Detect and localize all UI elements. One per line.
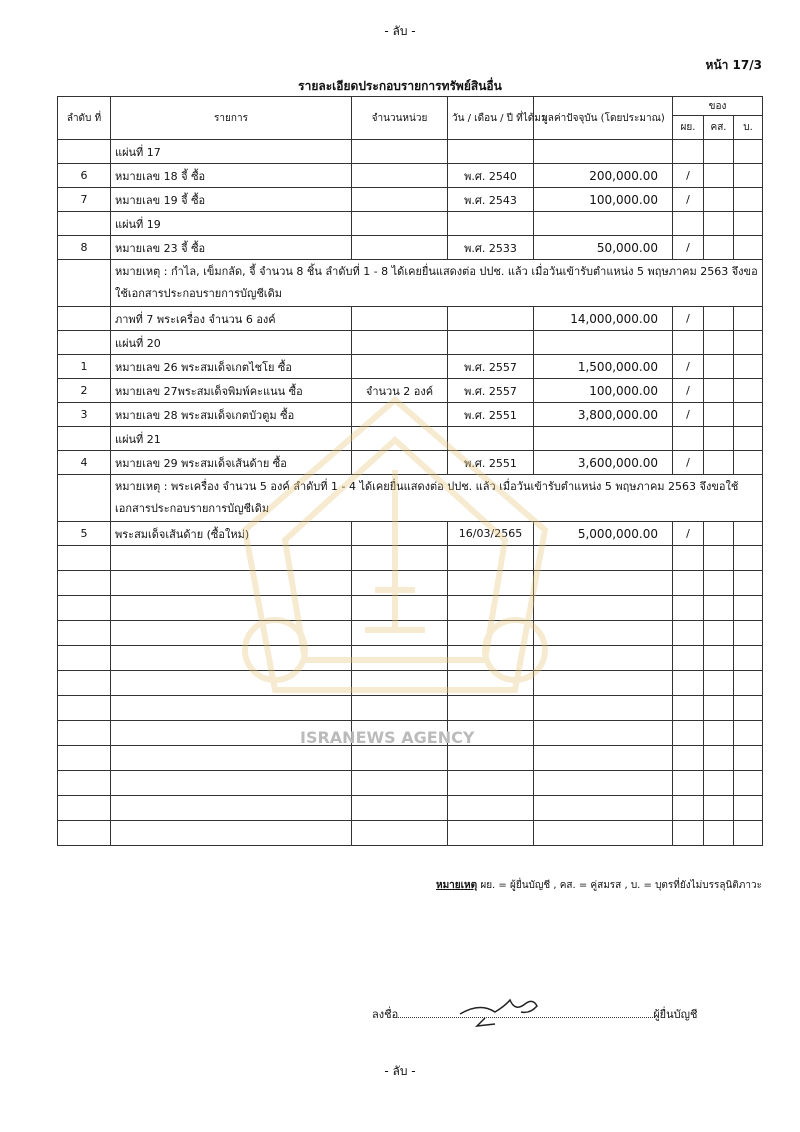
empty-cell <box>448 571 534 596</box>
cell-no <box>58 260 111 307</box>
empty-cell <box>704 796 734 821</box>
table-row <box>58 236 763 260</box>
cell-value <box>534 212 673 236</box>
cell-unit <box>352 212 448 236</box>
empty-cell <box>534 721 673 746</box>
empty-cell <box>352 646 448 671</box>
col-owner-child: บ. <box>734 116 763 140</box>
empty-cell <box>673 646 704 671</box>
empty-cell <box>111 796 352 821</box>
cell-date: พ.ศ. 2543 <box>448 188 534 212</box>
empty-cell <box>58 796 111 821</box>
cell-owner-spouse <box>704 451 734 475</box>
cell-value: 3,600,000.00 <box>534 451 673 475</box>
cell-owner-child <box>734 140 763 164</box>
cell-item: หมายเลข 23 จี้ ซื้อ <box>111 236 352 260</box>
empty-cell <box>111 621 352 646</box>
empty-cell <box>352 621 448 646</box>
cell-unit <box>352 164 448 188</box>
cell-date <box>448 140 534 164</box>
cell-unit <box>352 403 448 427</box>
handwritten-signature <box>455 992 555 1032</box>
empty-cell <box>58 771 111 796</box>
empty-cell <box>352 571 448 596</box>
cell-owner-child <box>734 379 763 403</box>
cell-no: 7 <box>58 188 111 212</box>
cell-owner-child <box>734 236 763 260</box>
empty-cell <box>448 546 534 571</box>
table-row <box>58 427 763 451</box>
document-title: รายละเอียดประกอบรายการทรัพย์สินอื่น <box>298 79 502 93</box>
cell-owner-filer: / <box>673 307 704 331</box>
empty-cell <box>58 571 111 596</box>
cell-unit <box>352 140 448 164</box>
table-row <box>58 355 763 379</box>
empty-cell <box>352 746 448 771</box>
col-owner-filer: ผย. <box>673 116 704 140</box>
empty-cell <box>704 696 734 721</box>
empty-cell <box>704 671 734 696</box>
empty-cell <box>58 546 111 571</box>
empty-cell <box>352 596 448 621</box>
table-row <box>58 140 763 164</box>
col-no: ลำดับ ที่ <box>58 97 111 140</box>
legend-text: ผย. = ผู้ยื่นบัญชี , คส. = คู่สมรส , บ. = บุตรที่ยังไม่บรรลุนิติภาวะ <box>477 880 762 891</box>
cell-unit <box>352 236 448 260</box>
empty-cell <box>673 621 704 646</box>
cell-owner-filer: / <box>673 236 704 260</box>
col-owner-spouse: คส. <box>704 116 734 140</box>
empty-cell <box>704 646 734 671</box>
empty-row <box>58 571 763 596</box>
cell-value: 50,000.00 <box>534 236 673 260</box>
empty-row <box>58 646 763 671</box>
empty-cell <box>58 721 111 746</box>
cell-no: 1 <box>58 355 111 379</box>
empty-row <box>58 621 763 646</box>
cell-owner-child <box>734 451 763 475</box>
table-row <box>58 164 763 188</box>
empty-cell <box>734 821 763 846</box>
table-row <box>58 403 763 427</box>
empty-cell <box>352 796 448 821</box>
cell-owner-child <box>734 331 763 355</box>
cell-item: หมายเลข 29 พระสมเด็จเส้นด้าย ซื้อ <box>111 451 352 475</box>
empty-cell <box>704 746 734 771</box>
cell-date <box>448 427 534 451</box>
cell-owner-filer: / <box>673 164 704 188</box>
empty-cell <box>352 771 448 796</box>
empty-cell <box>111 671 352 696</box>
empty-cell <box>673 671 704 696</box>
cell-unit <box>352 451 448 475</box>
cell-date <box>448 307 534 331</box>
empty-cell <box>734 571 763 596</box>
empty-cell <box>734 771 763 796</box>
cell-item: ภาพที่ 7 พระเครื่อง จำนวน 6 องค์ <box>111 307 352 331</box>
cell-owner-filer: / <box>673 451 704 475</box>
cell-unit <box>352 188 448 212</box>
empty-cell <box>111 746 352 771</box>
cell-date: 16/03/2565 <box>448 522 534 546</box>
cell-value: 1,500,000.00 <box>534 355 673 379</box>
cell-owner-spouse <box>704 188 734 212</box>
table-row <box>58 331 763 355</box>
empty-cell <box>58 746 111 771</box>
cell-owner-spouse <box>704 164 734 188</box>
empty-cell <box>673 546 704 571</box>
cell-owner-filer: / <box>673 355 704 379</box>
col-date: วัน / เดือน / ปี ที่ได้มา <box>448 97 534 140</box>
empty-cell <box>734 671 763 696</box>
cell-unit: จำนวน 2 องค์ <box>352 379 448 403</box>
cell-no <box>58 331 111 355</box>
table-row <box>58 188 763 212</box>
empty-cell <box>734 621 763 646</box>
empty-cell <box>734 546 763 571</box>
empty-cell <box>448 671 534 696</box>
empty-cell <box>448 696 534 721</box>
cell-item: แผ่นที่ 21 <box>111 427 352 451</box>
empty-cell <box>58 696 111 721</box>
cell-no <box>58 140 111 164</box>
empty-row <box>58 796 763 821</box>
empty-cell <box>111 821 352 846</box>
cell-date: พ.ศ. 2551 <box>448 403 534 427</box>
empty-cell <box>704 771 734 796</box>
cell-owner-spouse <box>704 331 734 355</box>
cell-no <box>58 212 111 236</box>
cell-owner-child <box>734 427 763 451</box>
cell-unit <box>352 331 448 355</box>
empty-cell <box>352 696 448 721</box>
page-number: หน้า 17/3 <box>705 58 762 72</box>
empty-cell <box>673 771 704 796</box>
empty-row <box>58 596 763 621</box>
empty-cell <box>448 821 534 846</box>
empty-row <box>58 671 763 696</box>
empty-cell <box>534 821 673 846</box>
cell-unit <box>352 355 448 379</box>
cell-item: หมายเลข 19 จี้ ซื้อ <box>111 188 352 212</box>
cell-item: หมายเลข 28 พระสมเด็จเกตบัวตูม ซื้อ <box>111 403 352 427</box>
cell-owner-child <box>734 164 763 188</box>
empty-cell <box>704 571 734 596</box>
cell-item: หมายเลข 26 พระสมเด็จเกตไชโย ซื้อ <box>111 355 352 379</box>
cell-owner-spouse <box>704 522 734 546</box>
empty-cell <box>704 621 734 646</box>
empty-cell <box>111 646 352 671</box>
cell-date: พ.ศ. 2533 <box>448 236 534 260</box>
cell-date: พ.ศ. 2540 <box>448 164 534 188</box>
cell-unit <box>352 427 448 451</box>
cell-owner-filer <box>673 427 704 451</box>
cell-owner-filer <box>673 140 704 164</box>
footer-legend <box>436 878 762 893</box>
empty-cell <box>734 721 763 746</box>
table-row <box>58 379 763 403</box>
cell-owner-spouse <box>704 236 734 260</box>
empty-cell <box>534 671 673 696</box>
cell-item: หมายเลข 18 จี้ ซื้อ <box>111 164 352 188</box>
legend-label: หมายเหตุ <box>435 880 478 891</box>
empty-cell <box>58 821 111 846</box>
empty-cell <box>734 596 763 621</box>
empty-cell <box>58 621 111 646</box>
secret-label-top: - ลับ - <box>384 24 416 38</box>
empty-cell <box>111 771 352 796</box>
empty-cell <box>734 646 763 671</box>
empty-row <box>58 546 763 571</box>
empty-cell <box>534 571 673 596</box>
empty-cell <box>111 546 352 571</box>
cell-owner-filer: / <box>673 188 704 212</box>
cell-value: 14,000,000.00 <box>534 307 673 331</box>
empty-cell <box>448 746 534 771</box>
empty-cell <box>734 696 763 721</box>
cell-owner-filer <box>673 212 704 236</box>
cell-owner-spouse <box>704 379 734 403</box>
watermark-agency: ISRANEWS AGENCY <box>300 728 475 747</box>
empty-cell <box>534 796 673 821</box>
table-row <box>58 522 763 546</box>
empty-cell <box>673 696 704 721</box>
cell-item: หมายเลข 27พระสมเด็จพิมพ์คะแนน ซื้อ <box>111 379 352 403</box>
empty-cell <box>673 721 704 746</box>
cell-value <box>534 331 673 355</box>
cell-date: พ.ศ. 2551 <box>448 451 534 475</box>
empty-cell <box>673 746 704 771</box>
cell-no <box>58 307 111 331</box>
empty-cell <box>673 571 704 596</box>
cell-owner-spouse <box>704 355 734 379</box>
cell-value: 100,000.00 <box>534 188 673 212</box>
sign-label: ลงชื่อ <box>372 1008 399 1021</box>
cell-item: พระสมเด็จเส้นด้าย (ซื้อใหม่) <box>111 522 352 546</box>
empty-cell <box>352 671 448 696</box>
cell-owner-child <box>734 212 763 236</box>
empty-cell <box>534 596 673 621</box>
cell-date <box>448 212 534 236</box>
empty-cell <box>534 771 673 796</box>
empty-cell <box>448 621 534 646</box>
empty-row <box>58 696 763 721</box>
col-item: รายการ <box>111 97 352 140</box>
empty-cell <box>534 621 673 646</box>
cell-no: 4 <box>58 451 111 475</box>
cell-no: 6 <box>58 164 111 188</box>
cell-no <box>58 475 111 522</box>
cell-owner-filer: / <box>673 379 704 403</box>
cell-owner-spouse <box>704 140 734 164</box>
note-row <box>58 260 763 307</box>
table-row <box>58 307 763 331</box>
col-value: มูลค่าปัจจุบัน (โดยประมาณ) <box>534 97 673 140</box>
cell-unit <box>352 307 448 331</box>
note-row <box>58 475 763 522</box>
cell-value: 5,000,000.00 <box>534 522 673 546</box>
cell-date: พ.ศ. 2557 <box>448 379 534 403</box>
empty-cell <box>704 546 734 571</box>
empty-cell <box>352 546 448 571</box>
empty-cell <box>704 721 734 746</box>
cell-owner-spouse <box>704 427 734 451</box>
empty-cell <box>58 596 111 621</box>
signer-role: ผู้ยื่นบัญชี <box>653 1008 698 1021</box>
cell-value: 100,000.00 <box>534 379 673 403</box>
empty-cell <box>673 796 704 821</box>
empty-cell <box>534 746 673 771</box>
empty-cell <box>734 796 763 821</box>
empty-cell <box>673 821 704 846</box>
empty-row <box>58 821 763 846</box>
secret-label-bottom: - ลับ - <box>384 1064 416 1078</box>
empty-cell <box>734 746 763 771</box>
cell-item: แผ่นที่ 20 <box>111 331 352 355</box>
note-text: หมายเหตุ : พระเครื่อง จำนวน 5 องค์ ลำดับที่ 1 - 4 ได้เคยยื่นแสดงต่อ ปปช. แล้ว เมื่อวันเข้ารับตำแหน่ง 5 พฤษภาคม 2563 จึงขอใช้เอกสารประกอบรายการบัญชีเดิม <box>111 475 763 522</box>
empty-cell <box>534 696 673 721</box>
empty-cell <box>704 596 734 621</box>
empty-cell <box>352 821 448 846</box>
empty-cell <box>704 821 734 846</box>
col-unit: จำนวนหน่วย <box>352 97 448 140</box>
cell-value: 200,000.00 <box>534 164 673 188</box>
cell-owner-filer: / <box>673 403 704 427</box>
empty-cell <box>111 596 352 621</box>
cell-value: 3,800,000.00 <box>534 403 673 427</box>
empty-row <box>58 771 763 796</box>
cell-owner-child <box>734 188 763 212</box>
cell-value <box>534 427 673 451</box>
cell-owner-spouse <box>704 403 734 427</box>
empty-cell <box>448 796 534 821</box>
table-row <box>58 212 763 236</box>
empty-cell <box>111 571 352 596</box>
cell-owner-filer: / <box>673 522 704 546</box>
cell-unit <box>352 522 448 546</box>
empty-cell <box>58 671 111 696</box>
cell-no: 2 <box>58 379 111 403</box>
empty-cell <box>448 646 534 671</box>
empty-cell <box>58 646 111 671</box>
cell-date <box>448 331 534 355</box>
empty-cell <box>534 546 673 571</box>
empty-cell <box>448 771 534 796</box>
cell-no: 5 <box>58 522 111 546</box>
cell-owner-spouse <box>704 212 734 236</box>
cell-owner-child <box>734 355 763 379</box>
cell-date: พ.ศ. 2557 <box>448 355 534 379</box>
cell-value <box>534 140 673 164</box>
note-text: หมายเหตุ : กำไล, เข็มกลัด, จี้ จำนวน 8 ชิ้น ลำดับที่ 1 - 8 ได้เคยยื่นแสดงต่อ ปปช. แล้ว เมื่อวันเข้ารับตำแหน่ง 5 พฤษภาคม 2563 จึงขอใช้เอกสารประกอบรายการบัญชีเดิม <box>111 260 763 307</box>
empty-cell <box>448 596 534 621</box>
empty-cell <box>111 696 352 721</box>
empty-cell <box>534 646 673 671</box>
table-row <box>58 451 763 475</box>
cell-no <box>58 427 111 451</box>
cell-owner-filer <box>673 331 704 355</box>
empty-cell <box>673 596 704 621</box>
cell-owner-spouse <box>704 307 734 331</box>
col-owner: ของ <box>673 97 763 116</box>
cell-no: 3 <box>58 403 111 427</box>
cell-owner-child <box>734 522 763 546</box>
cell-owner-child <box>734 403 763 427</box>
cell-item: แผ่นที่ 19 <box>111 212 352 236</box>
cell-no: 8 <box>58 236 111 260</box>
empty-row <box>58 746 763 771</box>
cell-owner-child <box>734 307 763 331</box>
cell-item: แผ่นที่ 17 <box>111 140 352 164</box>
